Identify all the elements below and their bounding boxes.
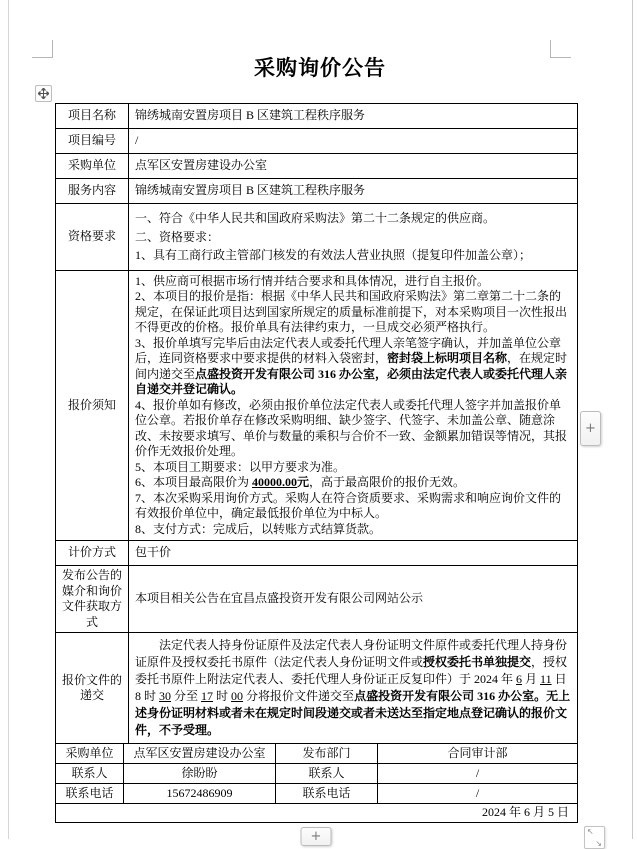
text-segment: 6、本项目最高限价为 bbox=[135, 475, 253, 489]
text-segment: ，高于最高限价的报价无效。 bbox=[309, 475, 466, 489]
text-segment: 分至 bbox=[171, 689, 202, 703]
table-row bbox=[56, 633, 578, 744]
text-segment: 1、供应商可根据市场行情并结合要求和具体情况，进行自主报价。 bbox=[135, 273, 490, 288]
text-segment: 00 bbox=[231, 689, 244, 703]
main-info-table bbox=[55, 103, 578, 744]
page-edge-right bbox=[632, 0, 633, 839]
text-segment: ，在规定时间内递交至 bbox=[135, 351, 568, 381]
qualification-label[interactable]: 资格要求 bbox=[56, 204, 129, 271]
text-segment: 日 8 时 bbox=[135, 672, 567, 703]
text-segment: 月 bbox=[522, 672, 541, 686]
contact-table bbox=[55, 743, 578, 823]
table-row bbox=[56, 154, 578, 179]
purchaser-unit-value[interactable]: 点军区安置房建设办公室 bbox=[124, 744, 276, 764]
move-all-icon bbox=[38, 88, 49, 99]
table-row bbox=[56, 744, 578, 764]
purchaser-unit-label[interactable]: 采购单位 bbox=[56, 744, 124, 764]
text-segment: 密封袋上标明项目名称 bbox=[387, 351, 508, 365]
project-number-value[interactable]: / bbox=[129, 129, 578, 154]
contact-person2-value[interactable]: / bbox=[378, 764, 578, 784]
quotation-notice-label[interactable]: 报价须知 bbox=[56, 270, 129, 541]
table-row bbox=[56, 541, 578, 566]
text-segment: 11 bbox=[540, 672, 552, 686]
text-paragraph bbox=[135, 491, 571, 522]
text-segment: 点盛投资开发有限公司 316 办公室。无上述身份证明材料或者未在规定时间段递交或者未送达至指定地点登记确认的报价文件，不予受理。 bbox=[135, 689, 571, 737]
media-label[interactable]: 发布公告的媒介和询价文件获取方式 bbox=[56, 566, 129, 633]
table-row bbox=[56, 270, 578, 541]
purchaser-value[interactable]: 点军区安置房建设办公室 bbox=[129, 154, 578, 179]
resize-arrow-se-icon: ↘ bbox=[595, 839, 602, 848]
text-segment: 授权委托书单独提交 bbox=[423, 655, 532, 669]
text-segment: 元 bbox=[297, 475, 310, 489]
contact-person-value[interactable]: 徐盼盼 bbox=[124, 764, 276, 784]
text-segment: 2、本项目的报价是指：根据《中华人民共和国政府采购法》第二章第二十二条的规定，在保证此项目达到国家所规定的质量标准前提下，对本采购项目一次性报出不得更改的价格。报价单具有法律约束力，一旦成交必须严格执行。 bbox=[135, 289, 568, 334]
submission-value[interactable] bbox=[129, 633, 578, 744]
qualification-value[interactable] bbox=[129, 204, 578, 271]
table-row bbox=[56, 764, 578, 784]
announcement-date[interactable]: 2024 年 6 月 5 日 bbox=[56, 804, 578, 823]
text-paragraph bbox=[135, 637, 571, 739]
text-segment: 7、本次采购采用询价方式。采购人在符合资质要求、采购需求和响应询价文件的有效报价单位中，确定最低报价单位为中标人。 bbox=[135, 490, 562, 520]
text-line: 1、具有工商行政主管部门核发的有效法人营业执照（提复印件加盖公章）； bbox=[135, 248, 532, 262]
text-segment: 6 bbox=[516, 672, 523, 686]
text-segment: 时 bbox=[213, 689, 232, 703]
text-paragraph bbox=[135, 522, 571, 538]
text-segment: 3、报价单填写完毕后由法定代表人或委托代理人亲笔签字确认，并加盖单位公章后，连同资格要求中要求提供的材料入袋密封， bbox=[135, 335, 562, 365]
contact-phone-value[interactable]: 15672486909 bbox=[124, 784, 276, 804]
table-row bbox=[56, 129, 578, 154]
text-segment: ，授权委托书原件上附法定代表人、委托代理人身份证正反复印件）于 2024 年 bbox=[135, 655, 568, 686]
contact-phone-label[interactable]: 联系电话 bbox=[56, 784, 124, 804]
text-segment: 8、支付方式：完成后，以转账方式结算货款。 bbox=[135, 521, 382, 536]
table-row bbox=[56, 104, 578, 129]
purchaser-label[interactable]: 采购单位 bbox=[56, 154, 129, 179]
table-row bbox=[56, 566, 578, 633]
project-name-value[interactable]: 锦绣城南安置房项目 B 区建筑工程秩序服务 bbox=[129, 104, 578, 129]
text-segment: 点盛投资开发有限公司 316 办公室，必须由法定代表人或委托代理人亲自递交并登记确认。 bbox=[135, 366, 568, 396]
text-segment: 30 bbox=[159, 689, 172, 703]
text-segment: 法定代表人持身份证原件及法定代表人身份证明文件原件或委托代理人持身份证原件及授权委托书原件（法定代表人身份证明文件或 bbox=[135, 638, 568, 669]
media-value[interactable]: 本项目相关公告在宜昌点盛投资开发有限公司网站公示 bbox=[129, 566, 578, 633]
text-paragraph bbox=[135, 475, 571, 491]
table-row bbox=[56, 784, 578, 804]
submission-label[interactable]: 报价文件的递交 bbox=[56, 633, 129, 744]
text-segment: 17 bbox=[201, 689, 214, 703]
text-segment: 40000.00 bbox=[252, 475, 298, 489]
quotation-notice-value[interactable] bbox=[129, 270, 578, 541]
table-row bbox=[56, 804, 578, 823]
text-segment: 分将报价文件递交至 bbox=[243, 689, 355, 703]
pricing-method-label[interactable]: 计价方式 bbox=[56, 541, 129, 566]
text-paragraph bbox=[135, 289, 571, 336]
project-name-label[interactable]: 项目名称 bbox=[56, 104, 129, 129]
insert-column-button[interactable] bbox=[580, 411, 601, 446]
text-paragraph bbox=[135, 398, 571, 460]
text-paragraph bbox=[135, 336, 571, 398]
insert-row-button[interactable] bbox=[301, 827, 332, 846]
contact-person-label[interactable]: 联系人 bbox=[56, 764, 124, 784]
plus-icon: + bbox=[585, 421, 596, 436]
text-segment: 4、报价单如有修改，必须由报价单位法定代表人或委托代理人签字并加盖报价单位公章。若报价单存在修改采购明细、缺少签字、代签字、未加盖公章、随意涂改、未按要求填写、单价与数量的乘积与合价不一致、金额累加错误等情况，其报价作无效报价处理。 bbox=[135, 397, 568, 458]
table-move-handle[interactable] bbox=[35, 85, 52, 102]
text-line: 二、资格要求： bbox=[135, 229, 220, 244]
table-row bbox=[56, 204, 578, 271]
table-resize-handle[interactable] bbox=[584, 826, 605, 849]
contact-phone2-label[interactable]: 联系电话 bbox=[276, 784, 378, 804]
text-paragraph bbox=[135, 460, 571, 476]
text-paragraph bbox=[135, 274, 571, 290]
text-line: 一、符合《中华人民共和国政府采购法》第二十二条规定的供应商。 bbox=[135, 211, 496, 225]
text-segment: 5、本项目工期要求：以甲方要求为准。 bbox=[135, 459, 346, 474]
page-edge-left bbox=[8, 0, 9, 839]
publish-dept-label[interactable]: 发布部门 bbox=[276, 744, 378, 764]
pricing-method-value[interactable]: 包干价 bbox=[129, 541, 578, 566]
publish-dept-value[interactable]: 合同审计部 bbox=[378, 744, 578, 764]
service-content-value[interactable]: 锦绣城南安置房项目 B 区建筑工程秩序服务 bbox=[129, 179, 578, 204]
contact-person2-label[interactable]: 联系人 bbox=[276, 764, 378, 784]
plus-icon: + bbox=[310, 829, 322, 844]
contact-phone2-value[interactable]: / bbox=[378, 784, 578, 804]
service-content-label[interactable]: 服务内容 bbox=[56, 179, 129, 204]
table-row bbox=[56, 179, 578, 204]
project-number-label[interactable]: 项目编号 bbox=[56, 129, 129, 154]
resize-arrow-nw-icon: ↖ bbox=[587, 827, 594, 836]
announcement-table bbox=[55, 103, 602, 848]
document-title[interactable]: 采购询价公告 bbox=[254, 56, 386, 80]
